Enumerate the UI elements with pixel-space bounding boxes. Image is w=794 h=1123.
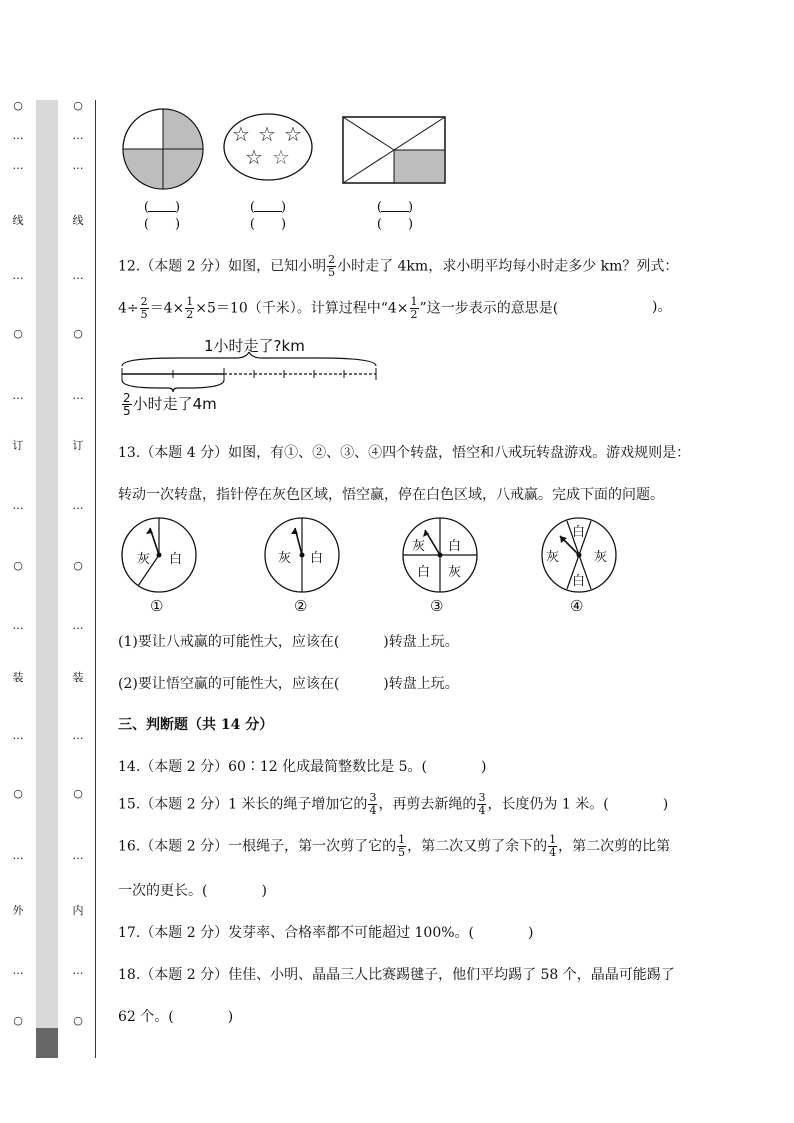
margin-label: 订 — [72, 439, 84, 452]
fraction: $\frac{1}{4}$ — [549, 833, 557, 859]
dots: … — [72, 499, 84, 512]
q12-line-diagram — [118, 352, 382, 392]
inner-binding-margin — [72, 100, 84, 1060]
fraction: $\frac{2}{5}$ — [328, 253, 336, 279]
fraction-line — [148, 211, 176, 212]
spinner-number: ④ — [570, 597, 584, 615]
dots: … — [72, 964, 84, 977]
q12-line2: 4÷ $\frac{2}{5}$ ＝4× $\frac{1}{2}$ ×5＝10（千米）。计算过程中“4× $\frac{1}{2}$ ”这一步表示的意思是( — [118, 295, 559, 321]
fraction: $\frac{3}{4}$ — [369, 791, 377, 817]
margin-label: 线 — [12, 214, 24, 227]
q12-line1: 12.（本题 2 分）如图，已知小明 $\frac{2}{5}$ 小时走了 4km，求小明平均每小时走多少 km？列式： — [118, 253, 679, 279]
q11-circle-figure — [120, 108, 206, 190]
circle-mark: ○ — [13, 99, 23, 112]
spinner-label-gray: 灰 — [412, 539, 426, 554]
q12-answer-blank-close[interactable]: )。 — [652, 299, 672, 315]
q13-sub1: (1)要让八戒赢的可能性大，应该在( )转盘上玩。 — [118, 634, 459, 650]
circle-mark: ○ — [73, 787, 83, 800]
spinner-label-white: 白 — [417, 565, 431, 580]
spinner-label-white: 白 — [448, 539, 462, 554]
spinner-label-white: 白 — [169, 552, 183, 567]
fraction-line — [381, 211, 409, 212]
circle-mark: ○ — [13, 787, 23, 800]
q18-line1: 18.（本题 2 分）佳佳、小明、晶晶三人比赛踢毽子，他们平均踢了 58 个，晶晶可能踢了 — [118, 967, 675, 983]
q11-answer-blank[interactable]: ( ) — [376, 200, 414, 215]
spinner-2 — [263, 516, 341, 594]
q13-line1: 13.（本题 4 分）如图，有①、②、③、④四个转盘，悟空和八戒玩转盘游戏。游戏规则是： — [118, 445, 691, 461]
circle-mark: ○ — [73, 327, 83, 340]
dots: … — [72, 269, 84, 282]
spinner-label-gray: 灰 — [594, 550, 608, 565]
q12-diagram-bottom-label: $\frac{2}{5}$ 小时走了4m — [123, 391, 217, 418]
spinner-label-gray: 灰 — [137, 552, 151, 567]
q11-answer-blank[interactable]: ( ) — [249, 200, 287, 215]
outer-binding-margin — [12, 100, 24, 1060]
circle-mark: ○ — [13, 1014, 23, 1027]
dots: … — [72, 159, 84, 172]
circle-mark: ○ — [73, 559, 83, 572]
q14: 14.（本题 2 分）60∶12 化成最简整数比是 5。( ) — [118, 759, 487, 775]
spinner-label-gray: 灰 — [278, 551, 292, 566]
binding-strip — [36, 100, 58, 1058]
star-icon: ☆ — [272, 145, 290, 169]
dots: … — [12, 964, 24, 977]
circle-mark: ○ — [13, 559, 23, 572]
dots: … — [12, 129, 24, 142]
circle-mark: ○ — [13, 327, 23, 340]
spinner-label-white: 白 — [572, 574, 586, 589]
dots: … — [72, 389, 84, 402]
margin-label: 外 — [12, 904, 24, 917]
margin-label: 装 — [72, 671, 84, 684]
q16-line2: 一次的更长。( ) — [118, 883, 267, 899]
q11-answer-blank[interactable]: ( ) — [143, 200, 181, 215]
dots: … — [72, 849, 84, 862]
q16-line1: 16.（本题 2 分）一根绳子，第一次剪了它的 $\frac{1}{5}$ ，第二次又剪了余下的 $\frac{1}{4}$ ，第二次剪的比第 — [118, 833, 671, 859]
fraction: $\frac{3}{4}$ — [478, 791, 486, 817]
margin-label: 装 — [12, 671, 24, 684]
circle-mark: ○ — [73, 99, 83, 112]
fraction: $\frac{1}{2}$ — [186, 295, 194, 321]
q17: 17.（本题 2 分）发芽率、合格率都不可能超过 100%。( ) — [118, 925, 534, 941]
dots: … — [12, 159, 24, 172]
q13-line2: 转动一次转盘，指针停在灰色区域，悟空赢，停在白色区域，八戒赢。完成下面的问题。 — [118, 487, 664, 503]
q15: 15.（本题 2 分）1 米长的绳子增加它的 $\frac{3}{4}$ ，再剪去新绳的 $\frac{3}{4}$ ，长度仍为 1 米。( ) — [118, 791, 669, 817]
dots: … — [12, 389, 24, 402]
fraction: $\frac{1}{5}$ — [398, 833, 406, 859]
section-title: 三、判断题（共 14 分） — [118, 717, 274, 733]
fraction: $\frac{2}{5}$ — [123, 391, 131, 418]
q12-diagram-top-label: 1小时走了?km — [204, 337, 305, 355]
q11-rectangle-figure — [342, 116, 446, 184]
star-icon: ☆ — [258, 122, 276, 146]
fraction-line — [254, 211, 282, 212]
spinner-1 — [120, 516, 198, 594]
spinner-label-gray: 灰 — [448, 565, 462, 580]
spinner-label-white: 白 — [310, 551, 324, 566]
dots: … — [12, 619, 24, 632]
spinner-label-white: 白 — [572, 525, 586, 540]
dots: … — [72, 619, 84, 632]
spinner-label-gray: 灰 — [546, 550, 560, 565]
q11-answer-blank[interactable]: ( ) — [143, 217, 181, 232]
star-icon: ☆ — [232, 122, 250, 146]
margin-label: 线 — [72, 214, 84, 227]
binding-strip-dark — [36, 1028, 58, 1058]
margin-label: 内 — [72, 904, 84, 917]
dots: … — [12, 729, 24, 742]
star-icon: ☆ — [284, 122, 302, 146]
margin-label: 订 — [12, 439, 24, 452]
fraction: $\frac{1}{2}$ — [410, 295, 418, 321]
dots: … — [72, 129, 84, 142]
q18-line2: 62 个。( ) — [118, 1009, 234, 1025]
star-icon: ☆ — [245, 145, 263, 169]
spinner-3 — [401, 516, 479, 594]
spinner-number: ③ — [430, 597, 444, 615]
dots: … — [12, 499, 24, 512]
dots: … — [12, 849, 24, 862]
q11-answer-blank[interactable]: ( ) — [249, 217, 287, 232]
margin-divider-line — [95, 100, 96, 1058]
circle-mark: ○ — [73, 1014, 83, 1027]
spinner-number: ① — [150, 597, 164, 615]
dots: … — [72, 729, 84, 742]
dots: … — [12, 269, 24, 282]
spinner-number: ② — [294, 597, 308, 615]
q11-answer-blank[interactable]: ( ) — [376, 217, 414, 232]
fraction: $\frac{2}{5}$ — [140, 295, 148, 321]
q13-sub2: (2)要让悟空赢的可能性大，应该在( )转盘上玩。 — [118, 676, 459, 692]
